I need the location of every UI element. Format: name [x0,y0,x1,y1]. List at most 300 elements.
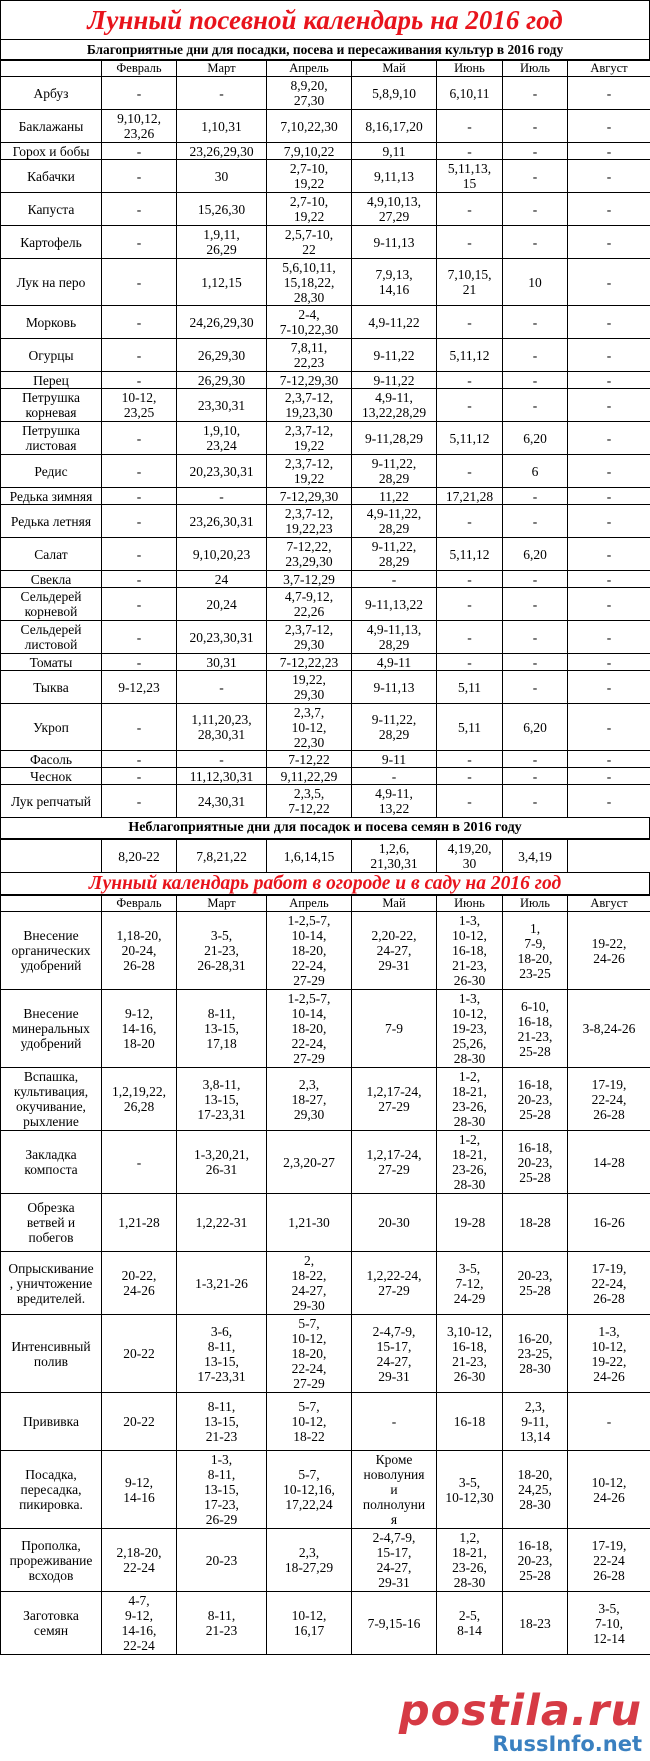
cell-line: - [136,274,142,290]
cell-line: 18-20, [291,1346,327,1361]
cell-line: 3-5, [458,1474,481,1490]
day-cell [352,671,437,704]
day-cell [177,372,267,389]
cell-line: - [532,397,538,413]
day-cell [503,1131,568,1194]
day-cell [437,1393,503,1451]
day-cell [352,259,437,306]
cell-line: 22-24, [291,1036,327,1051]
day-cell [503,306,568,339]
cell-line: 1,2,22-31 [195,1215,248,1230]
cell-line: - [136,751,142,767]
row-label [1,422,102,455]
cell-line: 10 [528,274,542,290]
row-label [1,1451,102,1529]
cell-line: 14-16 [123,1489,155,1505]
day-cell [568,1068,650,1131]
cell-line: 23-26, [452,1162,487,1177]
month-header: Июль [503,896,568,912]
day-cell [177,306,267,339]
cell-line: 22-24 [593,1552,625,1568]
cell-line: 20-23 [205,1552,238,1568]
day-cell [568,1451,650,1529]
cell-line: Кабачки [27,168,75,184]
cell-line: 18-21, [452,1545,487,1560]
cell-line: - [532,654,538,670]
cell-line: 23,29,30 [285,554,333,569]
day-cell [437,488,503,505]
day-cell [102,1194,177,1252]
cell-line: Томаты [29,654,73,670]
cell-line: 1-2,5-7, [287,991,331,1006]
day-cell [503,339,568,372]
day-cell [267,785,352,818]
cell-line: Посадка, [25,1467,77,1482]
day-cell [352,77,437,110]
day-cell [437,1068,503,1131]
cell-line: 26,28 [123,1099,155,1114]
month-header: Май [352,896,437,912]
day-cell [352,505,437,538]
work-row [1,1068,650,1131]
day-cell [352,751,437,768]
cell-line: - [136,596,142,612]
cell-line: Тыква [33,679,69,695]
row-label [1,912,102,990]
cell-line: 3-8,24-26 [582,1021,636,1036]
day-cell [503,143,568,160]
cell-line: - [136,629,142,645]
crop-row [1,372,650,389]
cell-line: 26-28,31 [197,958,246,973]
cell-line: вредителей. [16,1290,86,1306]
cell-line: - [606,768,612,784]
cell-line: 9,10,12, [117,111,161,126]
cell-line: 19,22 [293,209,325,224]
cell-line: 24-27, [376,1353,412,1369]
cell-line: 27-29 [293,1376,325,1391]
cell-line: - [219,679,224,695]
cell-line: - [136,234,142,250]
day-cell [267,621,352,654]
day-cell [267,306,352,339]
day-cell [568,1592,650,1655]
cell-line: 5,11 [457,679,482,695]
day-cell [568,422,650,455]
day-cell [267,77,352,110]
cell-line: 8-11, [207,1608,236,1623]
month-header: Июль [503,61,568,77]
cell-line: 2,20-22, [371,928,417,943]
cell-line: 8-11, [207,1467,236,1482]
day-cell [102,1529,177,1592]
day-cell [102,1451,177,1529]
cell-line: 25-28 [519,1169,551,1185]
day-cell [267,339,352,372]
day-cell [503,1252,568,1315]
cell-line: 8,16,17,20 [365,118,423,134]
cell-line: 7-12,29,30 [279,372,339,388]
day-cell [352,571,437,588]
cell-line: - [136,546,142,562]
row-label [1,990,102,1068]
crop-row [1,226,650,259]
cell-line: - [606,751,612,767]
cell-line: Лук репчатый [10,793,92,809]
cell-line: - [467,314,472,330]
cell-line: Заготовка [23,1608,79,1623]
cell-line: 1-3,21-26 [195,1275,248,1291]
day-cell [352,306,437,339]
cell-line: - [136,168,142,184]
cell-line: Редис [34,463,68,479]
work-row [1,990,650,1068]
cell-line: 26-29 [205,1512,238,1527]
cell-line: 22-24, [291,958,327,973]
day-cell [177,538,267,571]
cell-line: 9,10,20,23 [192,546,251,562]
cell-line: 28,29 [378,521,410,536]
row-label [1,306,102,339]
crop-row [1,110,650,143]
cell-line: 8-14 [457,1623,482,1638]
day-cell [568,193,650,226]
cell-line: Фасоль [29,751,73,767]
cell-line: 28-30 [453,1051,486,1066]
cell-line: , уничтожение [9,1275,93,1291]
cell-line: 17-19, [591,1260,627,1276]
cell-line: 2,3,7-12, [284,390,334,405]
day-cell [177,143,267,160]
cell-line: 13,22,28,29 [361,405,427,420]
day-cell [177,455,267,488]
month-header: Апрель [267,61,352,77]
crop-row [1,77,650,110]
day-cell [503,1592,568,1655]
row-label [1,671,102,704]
cell-line: - [467,596,472,612]
day-cell [102,654,177,671]
cell-line: 2,3,7-12, [284,622,334,637]
cell-line: 19-28 [453,1215,486,1230]
day-cell [177,505,267,538]
cell-line: 13-15, [204,1091,239,1107]
cell-line: 22-24 [123,1560,155,1575]
cell-line: - [391,768,397,784]
cell-line: 27-29 [378,1162,410,1177]
day-cell [437,1131,503,1194]
cell-line: Свекла [30,571,72,587]
cell-line: 9-11,22, [371,456,417,471]
day-cell [568,389,650,422]
day-cell [568,768,650,785]
works-table [0,895,650,1655]
work-row [1,1252,650,1315]
day-cell [503,505,568,538]
cell-line: - [467,372,472,388]
cell-line: 1,2,22-24, [366,1268,422,1283]
cell-line: 2-4, [298,307,320,322]
cell-line: 19-22, [591,935,627,951]
day-cell [437,259,503,306]
cell-line: - [532,679,538,695]
cell-line: 13,14 [519,1429,551,1444]
cell-line: 1,6,14,15 [283,848,335,864]
day-cell [503,654,568,671]
cell-line: я [390,1512,398,1527]
cell-line: 17-23,31 [197,1106,246,1122]
cell-line: 1,12,15 [201,274,242,290]
row-label [1,1131,102,1194]
day-cell [352,1592,437,1655]
cell-line: - [606,488,612,504]
cell-line: 6,20 [523,719,547,735]
cell-line: 15-17, [376,1545,412,1560]
cell-line: Баклажаны [18,118,84,134]
day-cell [503,372,568,389]
day-cell [267,505,352,538]
day-cell [267,1529,352,1592]
day-cell [267,671,352,704]
day-cell [102,77,177,110]
day-cell [568,259,650,306]
day-cell [437,1315,503,1393]
cell-line: 28,29 [378,554,410,569]
cell-line: - [532,168,538,184]
cell-line: прореживание [9,1552,93,1568]
cell-line: 24,25, [518,1482,552,1497]
cell-line: 17,21,28 [445,488,494,504]
cell-line: - [606,168,612,184]
cell-line: 27-29 [378,1283,410,1298]
day-cell [352,1451,437,1529]
day-cell [102,538,177,571]
cell-line: 7,9,10,22 [283,143,335,159]
day-cell [177,226,267,259]
row-label [1,1529,102,1592]
cell-line: 19,23,30 [285,405,333,420]
day-cell [437,621,503,654]
cell-line: 8,9,20, [290,78,328,93]
cell-line: 25,26, [452,1036,487,1051]
cell-line: 26,29 [206,242,237,257]
row-label [1,621,102,654]
cell-line: 12-14 [593,1630,625,1646]
day-cell [503,389,568,422]
day-cell [437,1194,503,1252]
cell-line: 21-23, [517,1028,553,1044]
cell-line: полив [33,1353,69,1369]
day-cell [352,1529,437,1592]
day-cell [503,455,568,488]
cell-line: 7-9,15-16 [367,1615,421,1631]
cell-line: 22-24, [291,1361,327,1376]
day-cell [568,1393,650,1451]
day-cell [102,488,177,505]
cell-line: Внесение [23,1006,79,1021]
cell-line: ветвей и [26,1215,76,1230]
cell-line: 21-23 [205,1623,238,1638]
cell-line: - [606,793,612,809]
cell-line: 22,26 [293,604,325,619]
cell-line: пикировка. [19,1497,83,1512]
cell-line: 7,8,21,22 [196,848,247,864]
cell-line: Прополка, [21,1537,81,1553]
day-cell [352,422,437,455]
cell-line: Петрушка [22,390,80,405]
cell-line: 18-23 [519,1615,551,1631]
cell-line: Редька зимняя [9,488,93,504]
cell-line: 9-11,22, [371,712,417,727]
cell-line: - [467,751,472,767]
cell-line: 20,23,30,31 [189,629,254,645]
cell-line: 1,2, [459,1530,480,1545]
cell-line: 2,7-10, [289,161,329,176]
cell-line: 5,11,12 [449,546,490,562]
cell-line: 17-23, [204,1497,239,1512]
cell-line: 2,3,7-12, [284,456,334,471]
cell-line: 9,11,13 [374,168,414,184]
cell-line: 10-12, [591,1338,627,1354]
cell-line: листовая [25,438,77,453]
day-cell [267,110,352,143]
cell-line: 1-3, [598,1323,620,1339]
row-label [1,1315,102,1393]
cell-line: 10-12, [291,1608,327,1623]
day-cell [267,751,352,768]
day-cell [177,621,267,654]
cell-line: - [606,719,612,735]
cell-line: 9-11,13 [373,679,415,695]
crop-row [1,488,650,505]
day-cell [177,1451,267,1529]
cell-line: 18-22, [291,1268,327,1283]
day-cell [267,704,352,751]
cell-line: 1-3, [210,1452,233,1467]
cell-line: - [606,596,612,612]
cell-line: 20-23, [517,1268,553,1283]
cell-line: - [606,118,612,134]
cell-line: 28,29 [378,727,410,742]
cell-line: 7,9,13, [375,267,413,282]
cell-line: 3-5, [598,1600,620,1616]
cell-line: 25-28 [519,1567,551,1583]
cell-line: 7,10,15, [447,267,492,282]
cell-line: 14,16 [378,282,410,297]
day-cell [568,571,650,588]
day-cell [102,588,177,621]
day-cell [503,193,568,226]
cell-line: 4,9-11 [376,654,412,670]
day-cell [177,1252,267,1315]
cell-line: 6 [531,463,539,479]
cell-line: 7-12,22,23 [279,654,339,670]
day-cell [437,339,503,372]
day-cell [267,654,352,671]
cell-line: 21-23, [452,958,487,973]
day-cell [503,160,568,193]
day-cell [568,1252,650,1315]
cell-line: - [467,143,472,159]
row-label [1,488,102,505]
day-cell [503,422,568,455]
day-cell [102,372,177,389]
cell-line: 26,29,30 [197,372,246,388]
cell-line: 3,10-12, [447,1323,492,1339]
day-cell [267,571,352,588]
cell-line: - [532,347,538,363]
day-cell [177,422,267,455]
day-cell [352,193,437,226]
cell-line: Чеснок [30,768,72,784]
cell-line: 16-18, [517,1537,553,1553]
cell-line: 2,3, [298,1545,320,1560]
cell-line: 17,18 [206,1036,237,1051]
cell-line: - [136,793,142,809]
cell-line: 21-23 [205,1429,238,1444]
day-cell [568,226,650,259]
day-cell [568,538,650,571]
cell-line: 17-19, [591,1076,627,1092]
cell-line: компоста [24,1162,78,1177]
subtitle: Благоприятные дни для посадки, посева и пересаживания культур в 2016 году [0,40,650,60]
crop-row [1,505,650,538]
cell-line: - [532,793,538,809]
cell-line: 10-12,30 [445,1489,494,1505]
day-cell [568,751,650,768]
row-label [1,704,102,751]
day-cell [102,389,177,422]
row-label [1,226,102,259]
cell-line: 23,26,29,30 [189,143,254,159]
day-cell [177,1315,267,1393]
cell-line: 29-31 [378,1575,410,1590]
cell-line: - [606,314,612,330]
cell-line: 2,5,7-10, [284,227,334,242]
watermark [398,1686,642,1756]
day-cell [177,751,267,768]
cell-line: Арбуз [33,85,69,101]
crop-row [1,422,650,455]
crop-row [1,671,650,704]
cell-line: 24-26 [123,1283,155,1298]
month-header: Август [568,61,650,77]
cell-line: 19,22 [293,438,325,453]
day-cell [267,143,352,160]
work-row [1,1592,650,1655]
cell-line: Внесение [23,928,79,943]
work-row [1,1393,650,1451]
cell-line: 3-5, [458,1260,481,1276]
cell-line: 24-27, [376,1560,412,1575]
cell-line: - [532,513,538,529]
day-cell [352,1315,437,1393]
cell-line: 11,12,30,31 [189,768,254,784]
row-label [1,160,102,193]
day-cell [568,1315,650,1393]
cell-line: 3,4,19 [518,848,552,864]
day-cell [352,455,437,488]
cell-line: 13-15, [204,1353,239,1369]
day-cell [177,1068,267,1131]
cell-line: 26-31 [205,1162,238,1177]
cell-line: 6,10,11 [449,85,490,101]
day-cell [568,621,650,654]
day-cell [568,1194,650,1252]
cell-line: 26-30 [453,973,486,988]
day-cell [352,488,437,505]
day-cell [437,912,503,990]
